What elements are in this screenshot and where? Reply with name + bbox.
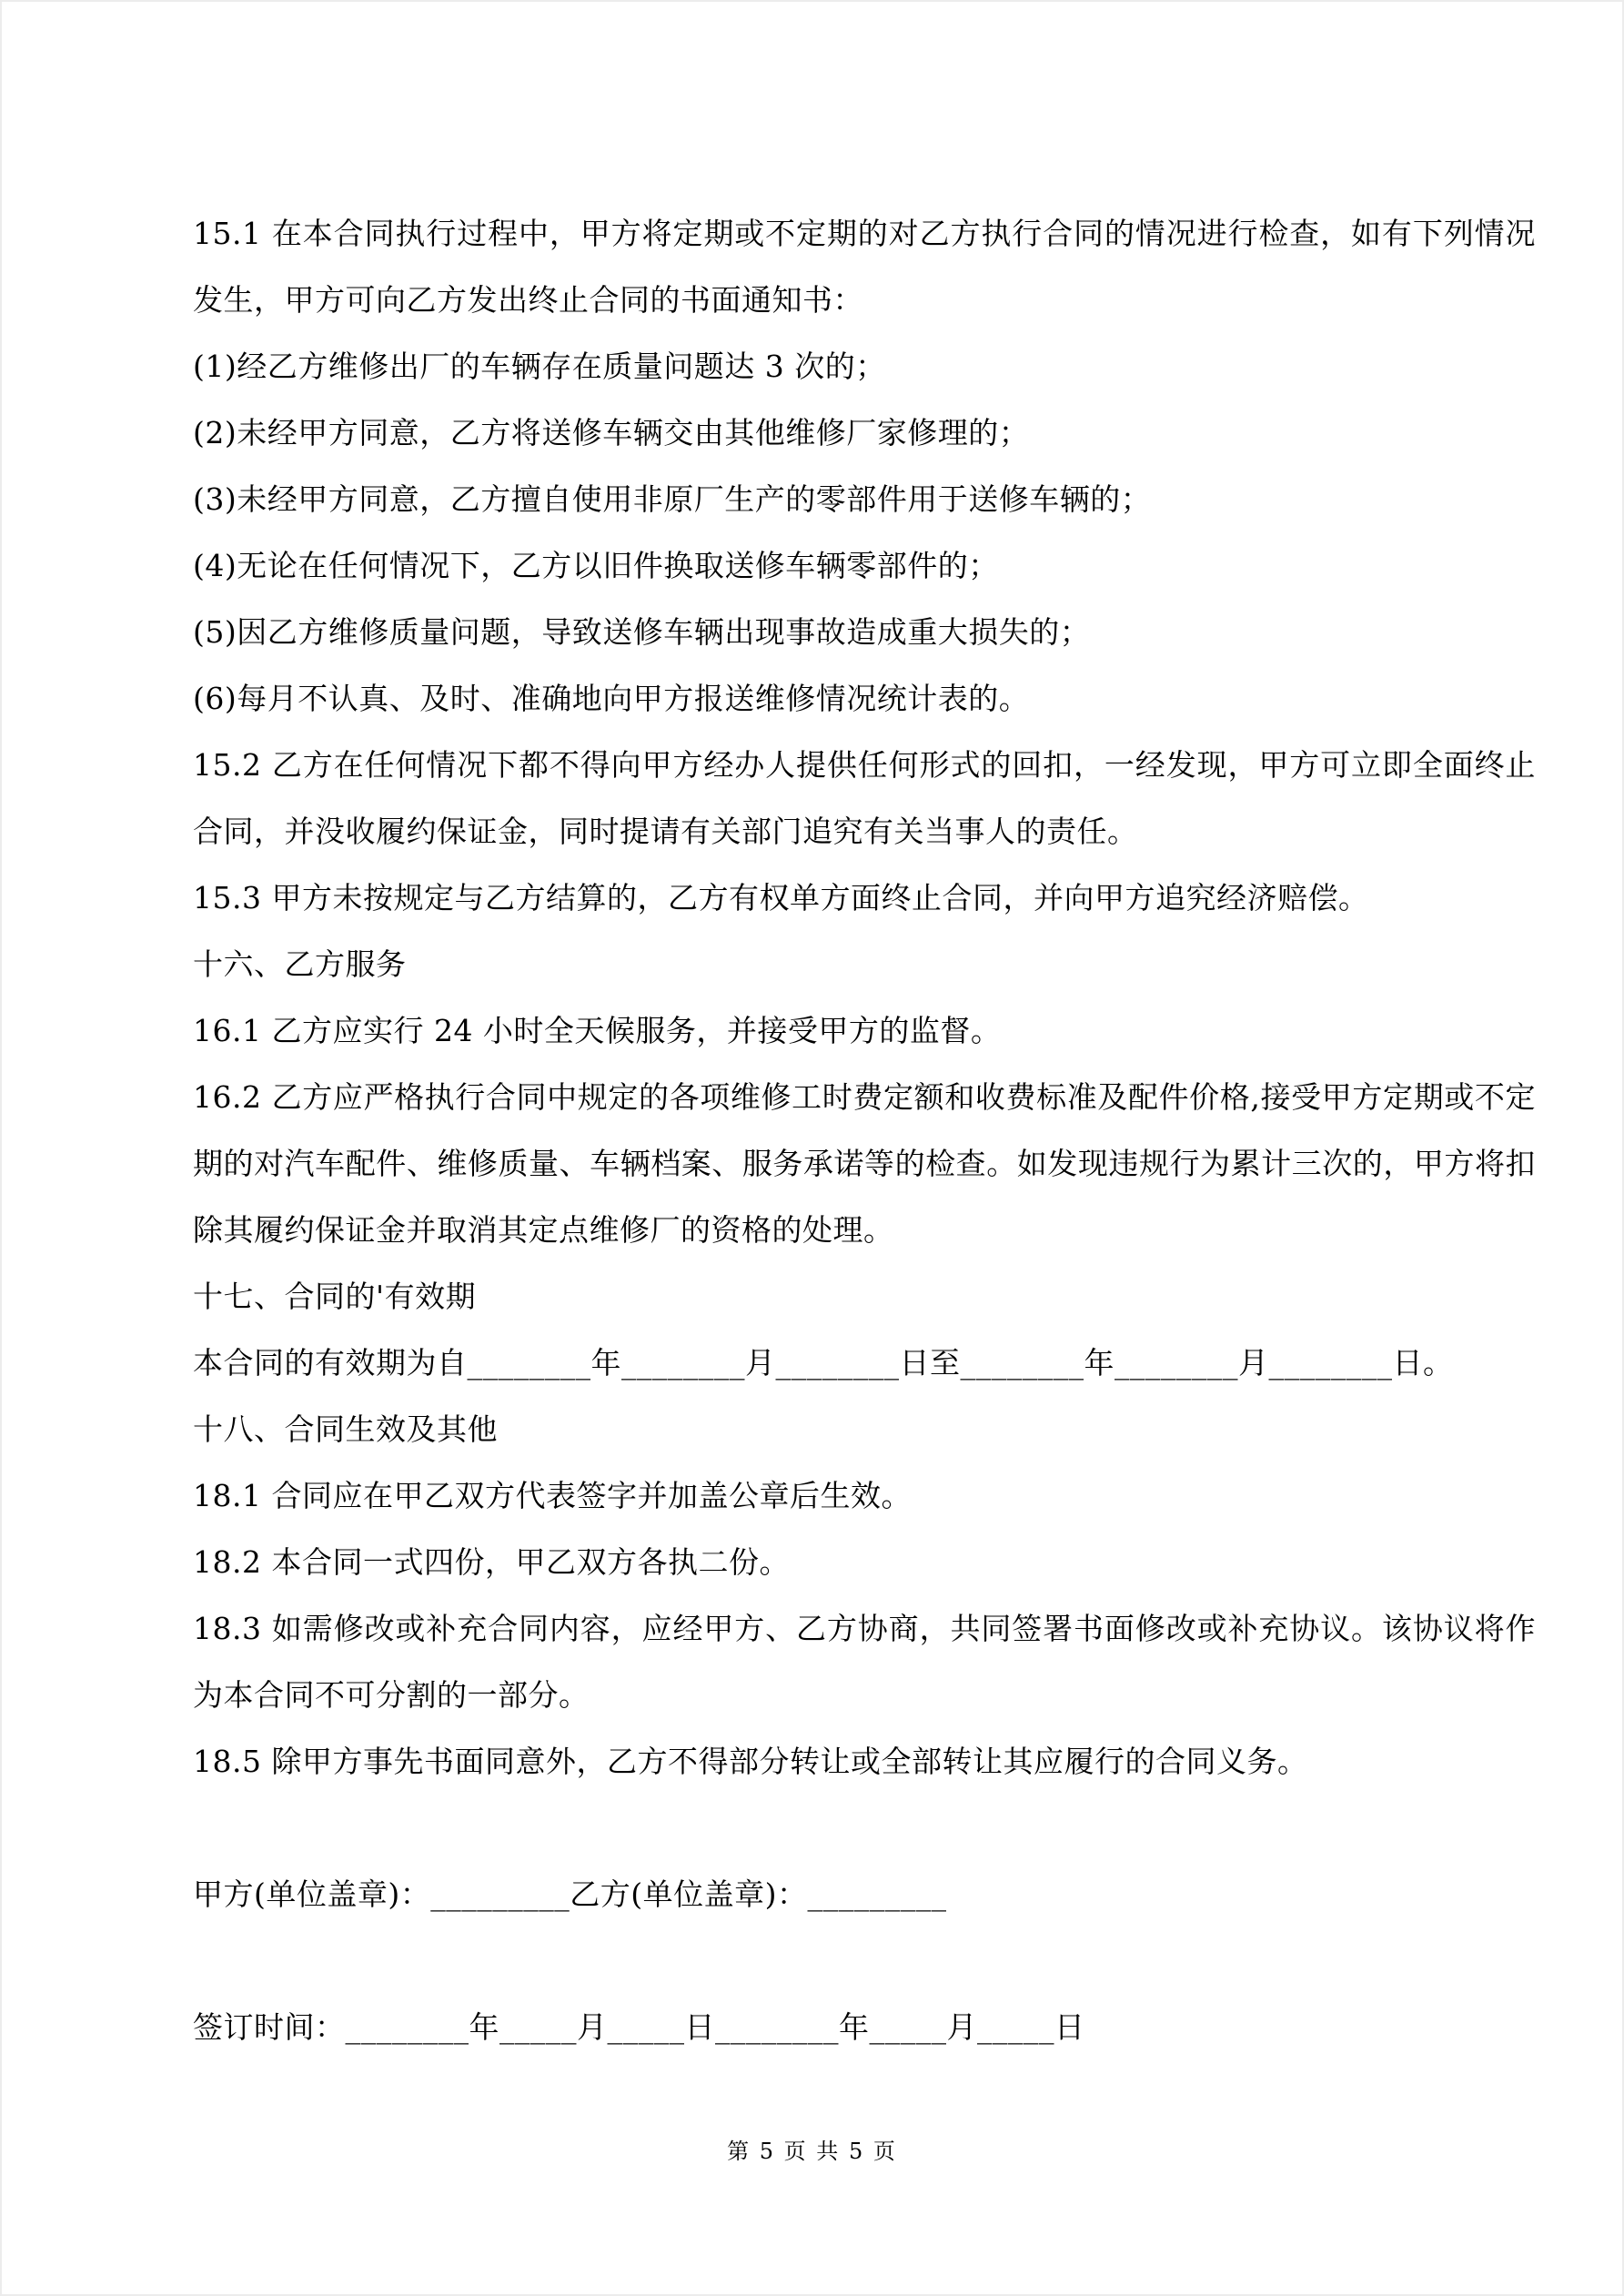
clause-15-1-item-3: (3)未经甲方同意，乙方擅自使用非原厂生产的零部件用于送修车辆的； <box>193 481 1152 517</box>
page-number-footer: 第 5 页 共 5 页 <box>727 2139 897 2164</box>
clause-15-1-item-6: (6)每月不认真、及时、准确地向甲方报送维修情况统计表的。 <box>193 681 1030 716</box>
clause-16-2: 16.2 乙方应严格执行合同中规定的各项维修工时费定额和收费标准及配件价格,接受甲方定期或不定期的对汽车配件、维修质量、车辆档案、服务承诺等的检查。如发现违规行为累计三次的，甲方将扣除其履约保证金并取消其定点维修厂的资格的处理。 <box>193 1079 1536 1248</box>
clause-15-1: 15.1 在本合同执行过程中，甲方将定期或不定期的对乙方执行合同的情况进行检查，如有下列情况发生，甲方可向乙方发出终止合同的书面通知书： <box>193 216 1536 318</box>
validity-period-line: 本合同的有效期为自________年________月________日至________年________月________日。 <box>193 1345 1454 1381</box>
clause-18-5: 18.5 除甲方事先书面同意外，乙方不得部分转让或全部转让其应履行的合同义务。 <box>193 1744 1308 1779</box>
clause-18-3: 18.3 如需修改或补充合同内容，应经甲方、乙方协商，共同签署书面修改或补充协议。该协议将作为本合同不可分割的一部分。 <box>193 1611 1536 1713</box>
clause-16-1: 16.1 乙方应实行 24 小时全天候服务，并接受甲方的监督。 <box>193 1013 1002 1048</box>
section-heading-17: 十七、合同的'有效期 <box>193 1279 477 1314</box>
clause-15-1-item-4: (4)无论在任何情况下，乙方以旧件换取送修车辆零部件的； <box>193 548 999 583</box>
signing-date-line: 签订时间：________年_____月_____日________年_____月_____日 <box>193 2009 1085 2045</box>
section-heading-18: 十八、合同生效及其他 <box>193 1411 498 1447</box>
clause-18-1: 18.1 合同应在甲乙双方代表签字并加盖公章后生效。 <box>193 1478 912 1513</box>
clause-15-3: 15.3 甲方未按规定与乙方结算的，乙方有权单方面终止合同，并向甲方追究经济赔偿。 <box>193 880 1369 915</box>
clause-15-1-item-1: (1)经乙方维修出厂的车辆存在质量问题达 3 次的； <box>193 349 886 384</box>
clause-15-1-item-2: (2)未经甲方同意，乙方将送修车辆交由其他维修厂家修理的； <box>193 415 1030 450</box>
contract-body <box>193 200 1536 2060</box>
clause-15-2: 15.2 乙方在任何情况下都不得向甲方经办人提供任何形式的回扣，一经发现，甲方可立即全面终止合同，并没收履约保证金，同时提请有关部门追究有关当事人的责任。 <box>193 747 1536 849</box>
clause-18-2: 18.2 本合同一式四份，甲乙双方各执二份。 <box>193 1544 790 1580</box>
section-heading-16: 十六、乙方服务 <box>193 946 407 982</box>
clause-15-1-item-5: (5)因乙方维修质量问题，导致送修车辆出现事故造成重大损失的； <box>193 614 1091 650</box>
signature-seal-line: 甲方(单位盖章)：_________乙方(单位盖章)：_________ <box>193 1876 947 1912</box>
